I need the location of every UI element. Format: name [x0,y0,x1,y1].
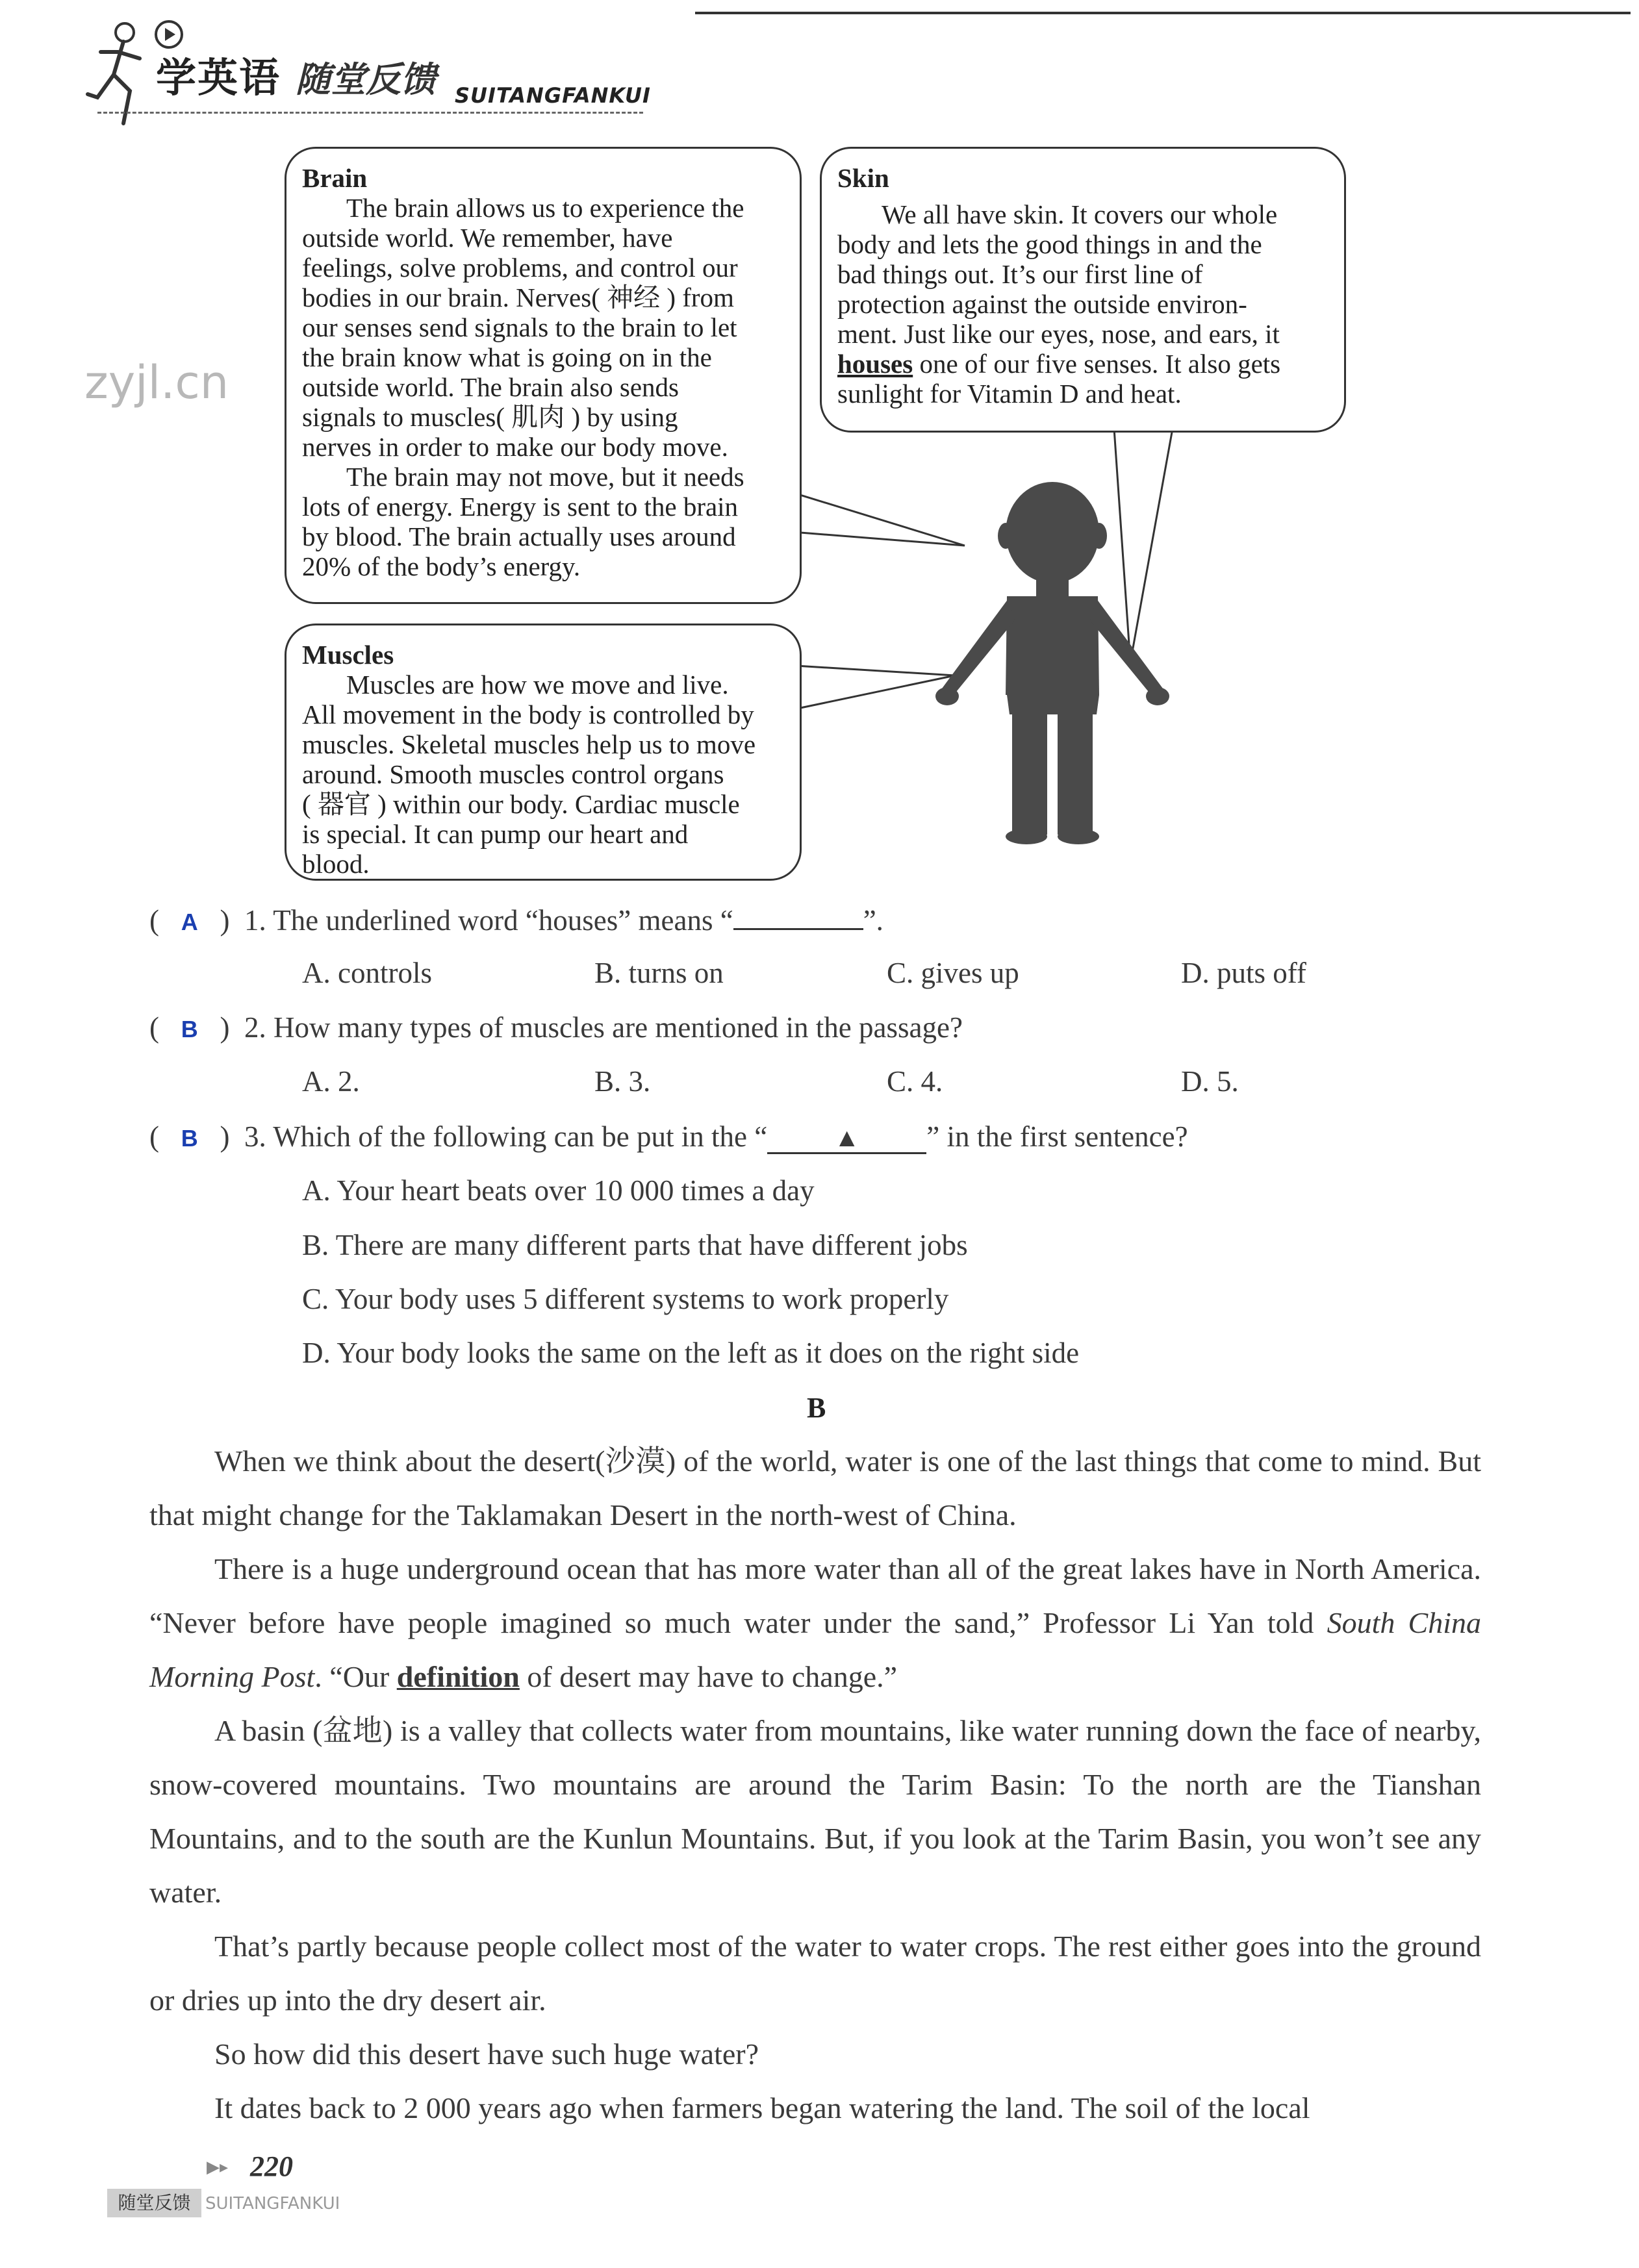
question-1-number: 1. [244,904,266,937]
passage-paragraph-2 [149,1542,1481,1704]
p2-text-c: of desert may have to change.” [519,1660,898,1693]
passage-paragraph-1: When we think about the desert(沙漠) of the world, water is one of the last things that come to mind. But that might change for the Taklamakan Desert in the north-west of China. [149,1444,1481,1531]
skin-text-a: We all have skin. It covers our whole body and lets the good things in and the bad things out. It’s our first line of protection against the outside environ- ment. Just like our eyes, nose, and ears, it [837,199,1280,349]
section-b-passage [149,1434,1481,2135]
section-b-label: B [807,1392,826,1424]
question-3: ( B ) 3. Which of the following can be put in the “ ▲ ” in the first sentence? [149,1120,1188,1153]
brain-title: Brain [302,163,368,193]
human-figure-illustration [929,481,1176,844]
question-1-text: The underlined word “houses” means “ [273,904,733,937]
footer-badge-en: SUITANGFANKUI [205,2194,340,2213]
figure-connectors [0,0,1639,909]
question-2-number: 2. [244,1011,266,1044]
muscles-paragraph: Muscles are how we move and live. All movement in the body is controlled by muscles. Skeletal muscles help us to move around. Smooth muscles control organs ( 器官 ) within our body. Cardiac muscle is special. It can pump our heart and blood. [302,670,756,879]
passage-paragraph-3: A basin (盆地) is a valley that collects water from mountains, like water running down the face of nearby, snow-covered mountains. Two mountains are around the Tarim Basin: To the north are the Tianshan Mountains, and to the south are the Kunlun Mountains. But, if you look at the Tarim Basin, you won’t see any water. [149,1714,1481,1909]
p2-text-b: . “Our [314,1660,397,1693]
q1-option-b: B. turns on [594,957,724,989]
q3-option-c: C. Your body uses 5 different systems to work properly [302,1283,949,1315]
answer-3: B [181,1125,198,1152]
watermark: zyjl.cn [84,356,229,409]
muscles-bubble [285,624,802,881]
footer-badge: 随堂反馈 [107,2189,201,2217]
passage-paragraph-6: It dates back to 2 000 years ago when farmers began watering the land. The soil of the local [214,2091,1310,2124]
q1-option-c: C. gives up [887,957,1019,989]
q2-option-b: B. 3. [594,1065,651,1098]
q3-option-a: A. Your heart beats over 10 000 times a day [302,1174,815,1207]
q1-option-a: A. controls [302,957,432,989]
header-subtitle-en: SUITANGFANKUI [455,83,651,108]
brain-paragraph-1: The brain allows us to experience the outside world. We remember, have feelings, solve problems, and control our bodies in our brain. Nerves( 神经 ) from our senses send signals to the brain to let the brain know what is going on in the outside world. The brain also sends signals to muscles( 肌肉 ) by using nerves in order to make our body move. [302,193,744,462]
answer-2: B [181,1016,198,1042]
page-number: 220 [250,2150,293,2182]
q2-option-c: C. 4. [887,1065,943,1098]
header-title: 学英语 [156,54,281,101]
passage-paragraph-5: So how did this desert have such huge water? [214,2037,759,2071]
question-2: ( B ) 2. How many types of muscles are mentioned in the passage? [149,1011,963,1044]
q3-option-d: D. Your body looks the same on the left as it does on the right side [302,1337,1080,1369]
q2-option-d: D. 5. [1181,1065,1239,1098]
question-3-number: 3. [244,1120,266,1153]
question-1: ( A ) 1. The underlined word “houses” means “ ”. [149,900,883,942]
skin-paragraph [837,199,1328,409]
question-2-text: How many types of muscles are mentioned in the passage? [273,1011,963,1044]
question-3-text: Which of the following can be put in the “ [273,1120,768,1153]
header-subtitle: 随堂反馈 [296,59,436,100]
passage-paragraph-4: That’s partly because people collect most of the water to water crops. The rest either goes into the ground or dries up into the dry desert air. [149,1930,1481,2017]
brain-bubble [285,147,802,604]
question-3-text-end: ” in the first sentence? [926,1120,1188,1153]
footer-arrow-icon: ▶▸ [207,2158,229,2176]
muscles-title: Muscles [302,640,394,670]
triangle-blank: ▲ [767,1124,926,1154]
p2-text-a: There is a huge underground ocean that has more water than all of the great lakes have in North America. “Never before have people imagined so much water under the sand,” Professor Li Yan told [149,1552,1481,1639]
q3-option-b: B. There are many different parts that have different jobs [302,1229,968,1261]
skin-underlined-word: houses [837,349,913,379]
skin-bubble [820,147,1346,433]
q2-option-a: A. 2. [302,1065,360,1098]
underlined-definition: definition [396,1660,520,1693]
newspaper-name: South China Morning Post [149,1606,1482,1693]
question-1-text-end: ”. [863,904,883,937]
answer-1: A [181,909,198,935]
skin-title: Skin [837,163,889,193]
brain-paragraph-2: The brain may not move, but it needs lots of energy. Energy is sent to the brain by blood. The brain actually uses around 20% of the body’s energy. [302,462,744,581]
skin-text-b: one of our five senses. It also gets sunlight for Vitamin D and heat. [837,349,1281,409]
answer-blank [733,900,863,930]
q1-option-d: D. puts off [1181,957,1306,989]
